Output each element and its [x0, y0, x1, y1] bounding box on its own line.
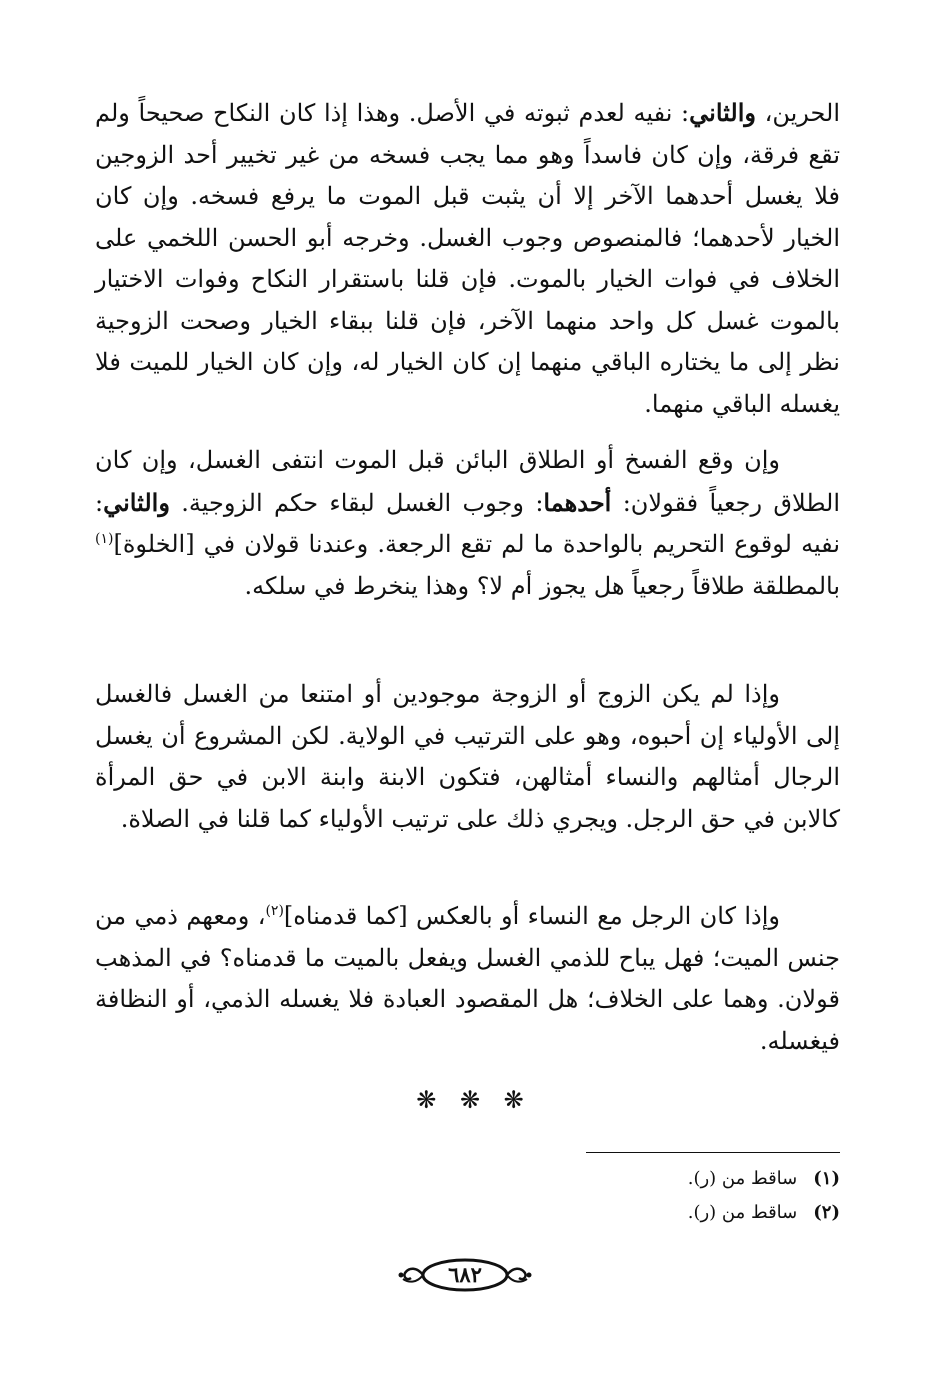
term-second-opinion: والثاني — [103, 487, 170, 517]
paragraph-2 — [95, 440, 840, 607]
footnote-ref-2[interactable]: (٢) — [265, 903, 284, 919]
paragraph-2-text-mid: : وجوب الغسل لبقاء حكم الزوجية. — [169, 488, 544, 517]
paragraph-4-text-start: وإذا كان الرجل مع النساء أو بالعكس [كما قدمناه] — [283, 902, 780, 930]
paragraph-2-text-cont: : نفيه لوقوع التحريم بالواحدة ما لم تقع الرجعة. وعندنا قولان في [الخلوة] — [95, 488, 841, 558]
paragraph-4 — [95, 896, 840, 1062]
term-second-opinion: والثاني — [689, 98, 756, 127]
section-separator: ❋ ❋ ❋ — [416, 1086, 532, 1114]
footnote-1-text: ساقط من (ر). — [687, 1168, 798, 1189]
page-number-ornament — [395, 1255, 535, 1295]
footnote-1 — [586, 1162, 840, 1196]
footnote-2-text: ساقط من (ر). — [687, 1202, 798, 1223]
page-number: ٦٨٢ — [448, 1262, 482, 1287]
footnote-2-number: (٢) — [813, 1202, 840, 1223]
paragraph-1 — [95, 92, 840, 425]
paragraph-3-text: وإذا لم يكن الزوج أو الزوجة موجودين أو امتنعا من الغسل فالغسل إلى الأولياء إن أحبوه، وهو على الترتيب في الولاية. لكن المشروع أن يغسل الرجال أمثالهم والنساء أمثالهن، فتكون الابنة وابنة الابن في حق المرأة كالابن في حق الرجل. ويجري ذلك على ترتيب الأولياء كما قلنا في الصلاة. — [95, 680, 840, 833]
footnote-ref-1[interactable]: (١) — [95, 531, 114, 547]
paragraph-4-text-end: ، ومعهم ذمي من جنس الميت؛ فهل يباح للذمي الغسل ويفعل بالميت ما قدمناه؟ في المذهب قولان. وهما على الخلاف؛ هل المقصود العبادة فلا يغسله الذمي، أو النظافة فيغسله. — [95, 902, 840, 1055]
footnotes — [586, 1162, 840, 1230]
paragraph-2-text-end: بالمطلقة طلاقاً رجعياً هل يجوز أم لا؟ وهذا ينخرط في سلكه. — [244, 571, 840, 600]
paragraph-1-text-start: الحرين، — [755, 99, 840, 127]
footnote-2 — [586, 1196, 840, 1230]
paragraph-3 — [95, 674, 840, 840]
paragraph-1-text-rest: : نفيه لعدم ثبوته في الأصل. وهذا إذا كان النكاح صحيحاً ولم تقع فرقة، وإن كان فاسداً وهو مما يجب فسخه من غير تخيير أحد الزوجين فلا يغسل أحدهما الآخر إلا أن يثبت قبل الموت ما يرفع فسخه. وإن كان الخيار لأحدهما؛ فالمنصوص وجوب الغسل. وخرجه أبو الحسن اللخمي على الخلاف في فوات الخيار بالموت. فإن قلنا باستقرار النكاح وفوات الاختيار بالموت غسل كل واحد منهما الآخر، فإن قلنا ببقاء الخيار وصحت الزوجية نظر إلى ما يختاره الباقي منهما إن كان الخيار له، وإن كان الخيار للميت فلا يغسله الباقي منهما. — [95, 99, 841, 418]
footnote-divider — [586, 1152, 840, 1153]
paragraph-2-text-start: وإن وقع الفسخ أو الطلاق البائن قبل الموت انتفى الغسل، وإن كان الطلاق رجعياً فقولان: — [95, 446, 840, 517]
term-first-opinion: أحدهما — [543, 487, 612, 517]
footnote-1-number: (١) — [813, 1168, 840, 1189]
